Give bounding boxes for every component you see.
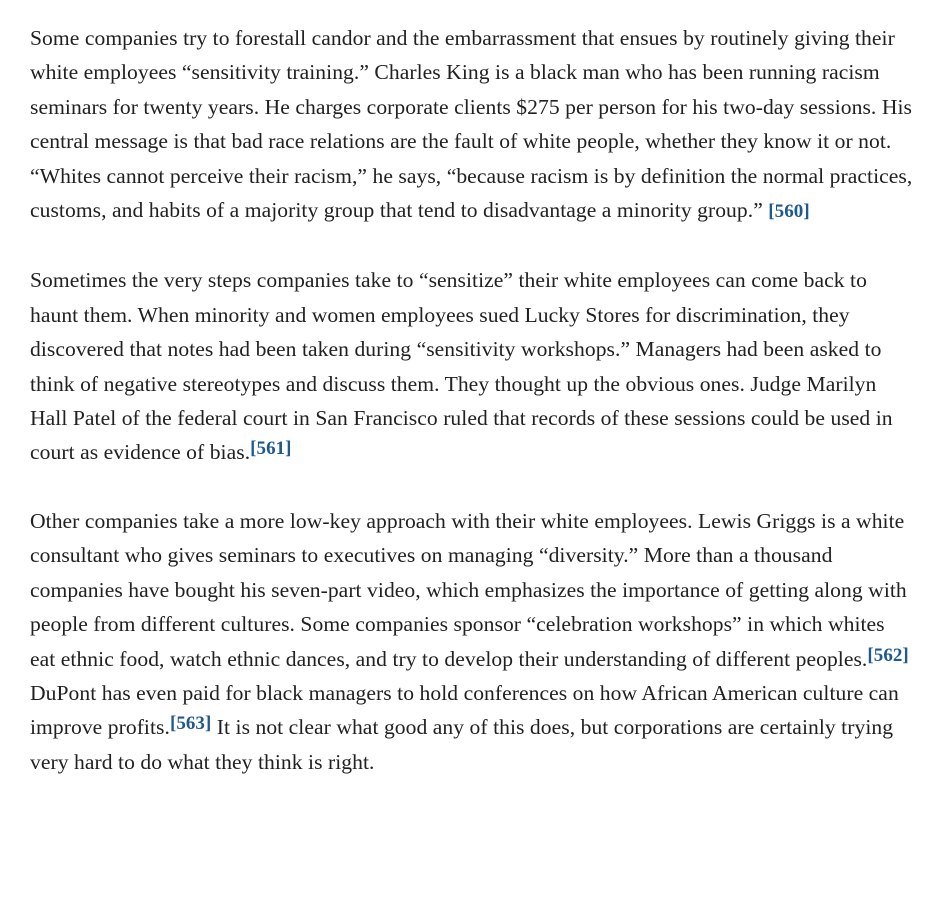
paragraph-text: DuPont has even paid for black managers to hold conferences on how African American culture can improve profits. <box>30 680 899 740</box>
paragraph-text: It is not clear what good any of this does, but corporations are certainly trying very hard to do what they think is right. <box>30 715 894 774</box>
footnote-link-563[interactable]: [563] <box>169 713 212 735</box>
paragraph-sensitivity-training <box>30 21 913 229</box>
footnote-link-562[interactable]: [562] <box>867 644 909 666</box>
footnote-link-561[interactable]: [561] <box>250 438 292 460</box>
footnote-link-560[interactable]: [560] <box>768 201 810 223</box>
paragraph-text: Some companies try to forestall candor and the embarrassment that ensues by routinely giving their white employees “sensitivity training.” Charles King is a black man who has been running racism seminars for twenty years. He charges corporate clients $275 per person for his two-day sessions. His central message is that bad race relations are the fault of white people, whether they know it or not. “Whites cannot perceive their racism,” he says, “because racism is by definition the normal practices, customs, and habits of a majority group that tend to disadvantage a minority group.” <box>30 26 913 223</box>
paragraph-lucky-stores <box>30 263 913 469</box>
paragraph-low-key-approach <box>30 504 913 779</box>
paragraph-text: Sometimes the very steps companies take to “sensitize” their white employees can come back to haunt them. When minority and women employees sued Lucky Stores for discrimination, they discovered that notes had been taken during “sensitivity workshops.” Managers had been asked to think of negative stereotypes and discuss them. They thought up the obvious ones. Judge Marilyn Hall Patel of the federal court in San Francisco ruled that records of these sessions could be used in court as evidence of bias. <box>30 268 893 465</box>
paragraph-text: Other companies take a more low-key approach with their white employees. Lewis Griggs is a white consultant who gives seminars to executives on managing “diversity.” More than a thousand companies have bought his seven-part video, which emphasizes the importance of getting along with people from different cultures. Some companies sponsor “celebration workshops” in which whites eat ethnic food, watch ethnic dances, and try to develop their understanding of different peoples. <box>30 508 907 671</box>
